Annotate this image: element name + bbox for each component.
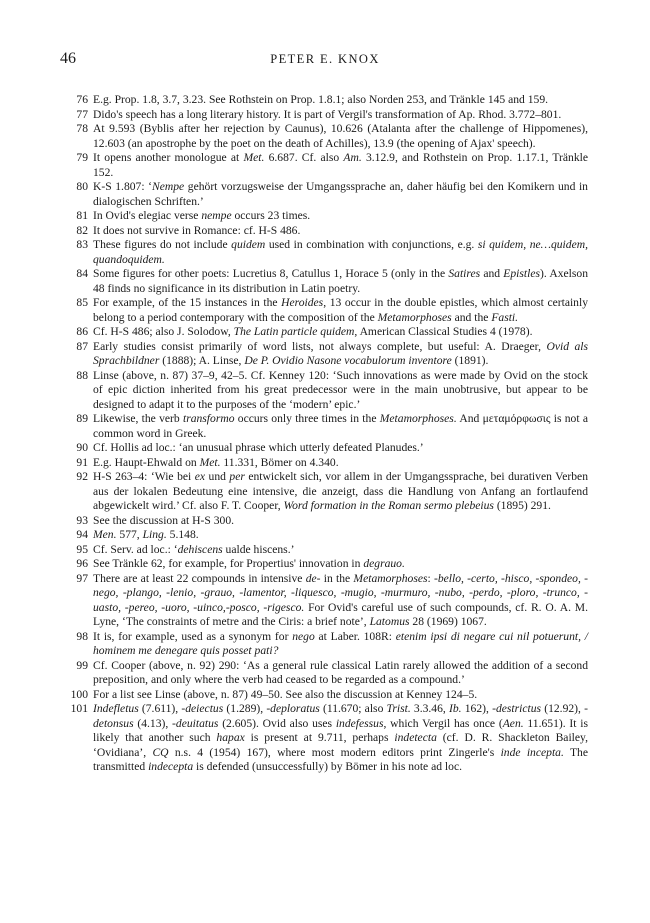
running-head: PETER E. KNOX [270, 52, 380, 66]
footnote-number: 95 [76, 542, 88, 556]
footnote [68, 108, 588, 123]
footnote-text: K-S 1.807: ‘Nempe gehört vorzugsweise der Umgangssprache an, daher häufig bei den Komikern und in dialogischen Schriften.’ [93, 180, 588, 208]
footnote-text: H-S 263–4: ‘Wie bei ex und per entwickelt sich, vor allem in der Umgangssprache, bei durativen Verben aus der lokalen Bedeutung eine intensive, die anzeigt, dass die Handlung von Anfang an fortlaufend abgewickelt wird.’ Cf. also F. T. Cooper, Word formation in the Roman sermo plebeius (1895) 291. [93, 470, 588, 512]
footnote-number: 79 [76, 151, 88, 164]
footnote-number: 101 [70, 702, 88, 715]
footnote-text: Cf. Hollis ad loc.: ‘an unusual phrase which utterly defeated Planudes.’ [93, 441, 424, 454]
footnote-text: For a list see Linse (above, n. 87) 49–50. See also the discussion at Kenney 124–5. [93, 687, 478, 701]
footnote-number: 100 [70, 687, 88, 701]
footnote-number: 98 [76, 629, 88, 643]
footnote [68, 412, 588, 441]
footnote-text: Linse (above, n. 87) 37–9, 42–5. Cf. Kenney 120: ‘Such innovations as were made by Ovid on the stock of epic diction inherited from his great predecessor were in the main unobtrusive, but appear to be designed to adapt it to the purposes of the ‘modern’ epic.’ [93, 368, 588, 411]
footnote [68, 238, 588, 267]
footnote-text: Cf. Cooper (above, n. 92) 290: ‘As a general rule classical Latin rarely allowed the addition of a second preposition, and only where the verb had ceased to be regarded as a compound.’ [93, 658, 588, 686]
footnote-text: E.g. Haupt-Ehwald on Met. 11.331, Bömer on 4.340. [93, 455, 339, 469]
footnote-number: 93 [76, 513, 88, 527]
footnote-number: 87 [76, 339, 88, 353]
footnote [68, 369, 588, 413]
footnote-text: See the discussion at H-S 300. [93, 513, 235, 527]
footnote-text: In Ovid's elegiac verse nempe occurs 23 times. [93, 209, 311, 222]
footnote-number: 85 [76, 296, 88, 309]
footnote-text: It opens another monologue at Met. 6.687. Cf. also Am. 3.12.9, and Rothstein on Prop. 1.17.1, Tränkle 152. [93, 151, 588, 179]
footnote [68, 209, 588, 224]
footnote-number: 91 [76, 455, 88, 469]
footnote [68, 543, 588, 558]
footnote [68, 441, 588, 456]
footnote-text: There are at least 22 compounds in intensive de- in the Metamorphoses: -bello, -certo, -hisco, -spondeo, -nego, -plango, -lenio, -grauo, -lamentor, -liquesco, -mugio, -murmuro, -nubo, -perdo, -ploro, -trunco, -uasto, -pereo, -uoro, -uinco,-posco, -rigesco. For Ovid's careful use of such compounds, cf. R. O. A. M. Lyne, ‘The constraints of metre and the Ciris: a brief note’, Latomus 28 (1969) 1067. [93, 571, 589, 628]
footnote-text: It is, for example, used as a synonym for nego at Laber. 108R: etenim ipsi di negare cui nil potuerunt, / hominem me denegare quis posset pati? [93, 629, 588, 657]
footnote-number: 83 [76, 238, 88, 251]
footnote [68, 514, 588, 529]
footnote [68, 151, 588, 180]
footnote [68, 456, 588, 471]
footnotes-list [68, 93, 588, 775]
footnote [68, 688, 588, 703]
footnote [68, 267, 588, 296]
footnote-number: 77 [76, 107, 88, 121]
footnote [68, 325, 588, 340]
page-number: 46 [60, 50, 76, 67]
footnote [68, 93, 588, 108]
footnote [68, 702, 588, 775]
footnote-number: 84 [76, 267, 88, 280]
footnote-number: 99 [76, 658, 88, 672]
footnote-text: At 9.593 (Byblis after her rejection by Caunus), 10.626 (Atalanta after the challenge of Hippomenes), 12.603 (an apostrophe by the poet on the death of Achilles), 13.9 (the opening of Ajax' speech). [93, 122, 588, 150]
footnote-number: 86 [76, 325, 88, 338]
footnote [68, 470, 588, 514]
footnote-text: Some figures for other poets: Lucretius 8, Catullus 1, Horace 5 (only in the Satires and Epistles). Axelson 48 finds no significance in its distribution in Latin poetry. [93, 267, 588, 295]
footnote-text: See Tränkle 62, for example, for Propertius' innovation in degrauo. [93, 557, 405, 570]
footnote-text: Indefletus (7.611), -deiectus (1.289), -deploratus (11.670; also Trist. 3.3.46, Ib. 162), -destrictus (12.92), -detonsus (4.13), -deuitatus (2.605). Ovid also uses indefessus, which Vergil has once (Aen. 11.651). It is likely that another such hapax is present at 9.711, perhaps indetecta (cf. D. R. Shackleton Bailey, ‘Ovidiana’, CQ n.s. 4 (1954) 167), where most modern editors print Zingerle's inde incepta. The transmitted indecepta is defended (unsuccessfully) by Bömer in his note ad loc. [93, 702, 589, 773]
footnote-text: Men. 577, Ling. 5.148. [93, 528, 199, 541]
footnote [68, 122, 588, 151]
footnote-number: 81 [76, 209, 88, 222]
footnote-number: 89 [76, 412, 88, 425]
footnote [68, 528, 588, 543]
footnote [68, 296, 588, 325]
footnote-number: 90 [76, 441, 88, 454]
footnote-text: Early studies consist primarily of word lists, not always complete, but useful: A. Draeger, Ovid als Sprachbildner (1888); A. Linse, De P. Ovidio Nasone vocabulorum inventore (1891). [93, 339, 588, 367]
footnote [68, 572, 588, 630]
footnote-number: 92 [76, 470, 88, 483]
footnote-text: These figures do not include quidem used in combination with conjunctions, e.g. si quidem, ne…quidem, quandoquidem. [93, 238, 588, 266]
footnote-text: Likewise, the verb transformo occurs only three times in the Metamorphoses. And μεταμόρφωσις is not a common word in Greek. [93, 412, 588, 440]
footnote-text: Dido's speech has a long literary history. It is part of Vergil's transformation of Ap. Rhod. 3.772–801. [93, 107, 562, 121]
footnote-number: 76 [76, 93, 88, 106]
footnote [68, 659, 588, 688]
footnote [68, 224, 588, 239]
footnote [68, 180, 588, 209]
footnote-text: Cf. Serv. ad loc.: ‘dehiscens ualde hiscens.’ [93, 542, 295, 556]
footnote-text: It does not survive in Romance: cf. H-S 486. [93, 223, 301, 237]
footnote [68, 630, 588, 659]
footnote-number: 82 [76, 223, 88, 237]
footnote-number: 96 [76, 557, 88, 570]
page-header [0, 50, 650, 70]
footnote-text: E.g. Prop. 1.8, 3.7, 3.23. See Rothstein on Prop. 1.8.1; also Norden 253, and Tränkle 145 and 159. [93, 93, 549, 106]
footnote [68, 557, 588, 572]
footnote-text: Cf. H-S 486; also J. Solodow, The Latin particle quidem, American Classical Studies 4 (1978). [93, 325, 533, 338]
footnote-number: 80 [76, 180, 88, 193]
footnote-number: 94 [76, 528, 88, 541]
footnote [68, 340, 588, 369]
footnote-number: 78 [76, 122, 88, 135]
footnote-number: 97 [76, 571, 88, 585]
footnote-number: 88 [76, 368, 88, 382]
footnote-text: For example, of the 15 instances in the Heroides, 13 occur in the double epistles, which almost certainly belong to a period contemporary with the composition of the Metamorphoses and the Fasti. [93, 296, 588, 324]
